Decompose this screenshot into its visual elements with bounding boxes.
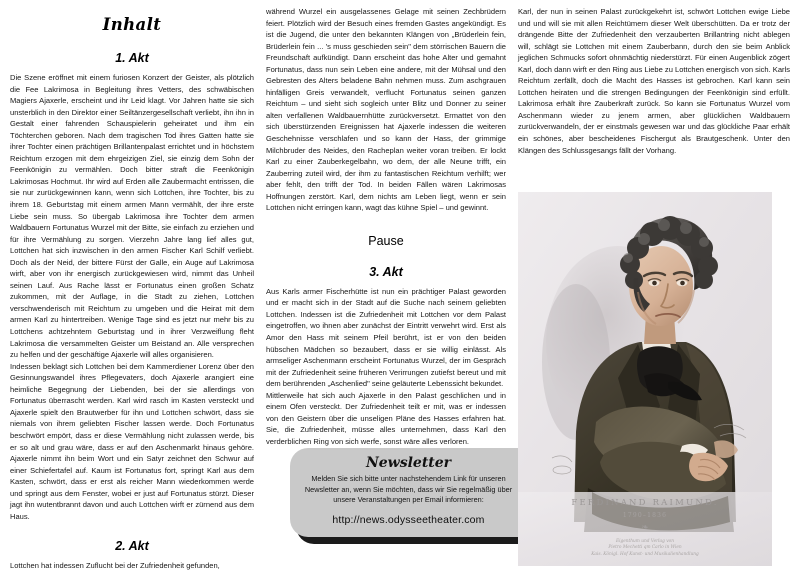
column-left <box>10 6 262 571</box>
page-title: Inhalt <box>102 15 162 34</box>
newsletter-callout <box>290 448 533 544</box>
act1-paragraph-2: Indessen beklagt sich Lottchen bei dem Kammerdiener Lorenz über den Gesinnungswandel ihres Pflegevaters, doch Ajaxerle arangiert eine heimliche Begegnung der Liebenden, bei der sie allerdings von Fortunatus überrascht werden. Karl wird rasch im Kasten versteckt und Ajaxerle spielt den Brautwerber für ihn und Lottchen schwört, dass sie niemals von ihrem geliebten Fischer lassen werde. Doch Fortunatus beschwört empört, dass er diese Vermählung nicht zulassen werde, bis er so alt und grau wäre, dass er auf den Aschenmarkt hinaus gehöre. Ajaxerle nimmt ihn beim Wort und ein Satyr zeichnet den Schwur auf einer Schiefertafel auf. Kaum ist Fortunatus fort, springt Karl aus dem Kasten, schwört, dass er erst als reicher Mann wiederkommen werde und springt aus dem Fenster, wobei er just auf Fortunatus stürzt. Dieser jagt ihn wutentbrannt davon und auch Lottchen wirft er zürnend aus dem Haus. <box>10 361 254 521</box>
portrait-ferdinand-raimund <box>518 192 772 566</box>
heading-act-3: 3. Akt <box>369 264 403 279</box>
act3-paragraph-1: Aus Karls armer Fischerhütte ist nun ein prächtiger Palast geworden und er macht sich in der Stadt auf die Suche nach seinem geliebten Lottchen. Indessen ist die Zufriedenheit mit Lottchen vor dem Palast eingetroffen, wo ihnen aber zunächst der Eintritt verwehrt wird. Erst als Amor den Hass mit seinem Pfeil berührt, ist er von den beiden hübschen Mädchen so bezaubert, dass er sie willig einlässt. Als armseliger Aschenmann erscheint Fortunatus Wurzel, der im Gespräch mit der Zufriedenheit seine früheren Verirrungen zutiefst bereut und mit dem berührenden „Aschenlied" seine geläuterte Lebenssicht bekundet. <box>266 286 506 389</box>
portrait-dates: 1790–1836 <box>622 512 668 519</box>
column-middle <box>262 6 514 560</box>
imperial-crest-icon: ❧ <box>641 522 649 532</box>
newsletter-title: Newsletter <box>365 455 452 471</box>
heading-act-1: 1. Akt <box>115 51 149 65</box>
act2-continuation: während Wurzel ein ausgelassenes Gelage mit seinen Zechbrüdern feiert. Plötzlich wird der Besuch eines fremden Gastes angekündigt. Es ist die Jugend, die unter den bekannten Klängen von „Brüderlein fein, Brüderlein fein ... 's muss geschieden sein" dem störrischen Bauern die Freundschaft aufkündigt. Dann erscheint das hohe Alter und gemahnt Fortunatus, dass nun sein Leben eine andere, mit der Mühsal und den Gebresten des Alters beladene Bahn nehmen muss. Zum aschgrauen hinfälligen Greis verwandelt, verflucht Fortunatus seinen ganzen Reichtum – und sieht sich sogleich unter Blitz und Donner zu seiner alten verfallenen Waldbauernhütte zurückversetzt. Ermattet von den sich überstürzenden Ereignissen hat Ajaxerle indessen die weiteren Geschehnisse verschlafen und so kann der Hass, der grimmige Milchbruder des Neides, den Racheplan weiter voran treiben. Er lockt Karl zu einer Zauberkegelbahn, wo dem, der alle Neune trifft, ein Zauberring zuteil wird, der ihm zu fantastischen Reichtum verhilft; wer aber fehlt, den trifft der Tod. In beiden Fällen wären Lakrimosas Hoffnungen zerstört. Karl, dem nichts am Leben liegt, wenn er sein Lottchen nicht erringen kann, wagt das kühne Spiel – und gewinnt. <box>266 7 506 213</box>
portrait-imprint: Eigenthum und Verlag von Pietro Mechetti qm Carlo in Wien Kais. Königl. Hof Kunst- und Musikalienhandlung <box>591 538 699 557</box>
newsletter-box <box>290 448 527 537</box>
heading-act-2: 2. Akt <box>115 539 149 554</box>
heading-pause: Pause <box>368 233 404 248</box>
act3-paragraph-2: Mittlerweile hat sich auch Ajaxerle in den Palast geschlichen und in einem Ofen versteckt. Der Zufriedenheit teilt er mit, was er indessen von den Geistern über die unseligen Pläne des Hasses erfahren hat. Sie, die Zufriedenheit, müsse alles unternehmen, dass Karl den verderblichen Ring von sich werfe, sonst wäre alles verloren. <box>266 390 506 446</box>
act2-paragraph-1: Lottchen hat indessen Zuflucht bei der Zufriedenheit gefunden, <box>10 561 220 571</box>
newsletter-description: Melden Sie sich bitte unter nachstehendem Link für unseren Newsletter an, wenn Sie möchten, dass wir Sie regelmäßig über unsere Veranstaltungen per Email informieren: <box>304 474 513 505</box>
act1-paragraph-1: Die Szene eröffnet mit einem furiosen Konzert der Geister, als plötzlich die Fee Lakrimosa in Begleitung ihres Vetters, des schwäbischen Magiers Ajaxerle, erscheint und ihr Leid klagt. Vor Jahren hatte sie sich unsterblich in den Direktor einer Seiltänzergesellschaft verliebt, ihn ihn in Gestalt einer fahrenden Schauspielerin geheiratet und ihm ein Töchterchen geboren. Nach dem tragischen Tod ihres Gatten hatte sie ihrer Tochter einen prächtigen Brillantenpalast errichtet und in höchstem Reichtum erzogen mit dem ehrgeizigen Ziel, sie einzig dem Sohn der Feenkönigin zu vermählen. Doch bitter straft die Feenkönigin Lakrimosas Hochmut. Ihr wird auf Erden alle Zaubermacht entrissen, die sie nur zurückgewinnen kann, wenn sich Lottchen, ihre Tochter, bis zu ihrem 18. Geburtstag mit einem armen Mann vermählt, der ihre erste Liebe sein muss. So übergab Lakrimosa ihre Tochter dem armen Waldbauern Fortunatus Wurzel mit der Bitte, sie einfach zu erziehen und für ihre Vermählung zu sorgen. Vierzehn Jahre lang lief alles gut, Lottchen hat sich inzwischen in den armen Fischer Karl Schilf verliebt. Doch als der Neid, der bittere Fürst der Galle, ein Auge auf Lakrimosa wirft, aber von ihr energisch zurückgewiesen wird, nimmt das Unheil seinen Lauf. Aus Rache lässt er Fortunatus einen großen Schatz zukommen, mit der Auflage, in die Stadt zu ziehen, Lottchen verschwenderisch mit Reichtum zu umgeben und die Heirat mit dem armen Karl zu hintertreiben. Wenige Tage sind es jetzt nur mehr bis zu Lottchens achtzehntem Geburtstag und in ihrer Verzweiflung fleht Lakrimosa die versammelten Geister um Beistand an. Alle versprechen zu helfen und der geschäftige Ajaxerle will alles organisieren. <box>10 73 254 360</box>
column-right <box>514 6 790 560</box>
portrait-caption: FERDINAND RAIMUND. <box>571 498 719 508</box>
act3-paragraph-3: Karl, der nun in seinen Palast zurückgekehrt ist, schwört Lottchen ewige Liebe und und will sie mit allen Reichtümern dieser Welt überschütten. Da er trotz der drängende Bitte der Zufriedenheit den verzauberten Brillantring nicht ablegen will, schlägt sie Lottchen mit einem Zauberbann, durch den sie beim Anblick jeglichen Schmucks sofort ohnmächtig niederstürzt. Für einen Augenblick zögert Karl, doch dann wirft er den Ring aus Liebe zu Lottchen energisch von sich. Karls Reichtum zerfällt, doch die Macht des Hasses ist gebrochen. Karl kann sein Lottchen heiraten und die strengen Bedingungen der Feenkönigin sind erfüllt. Lakrimosa erhält ihre Zauberkraft zurück. So kann sie Fortunatus Wurzel vom Aschenmann wieder zu jenem armen, aber glücklichen Waldbauern zurückverwandeln, der er einstmals gewesen war und das glückliche Paar erhält ein schönes, aber bescheidenes Fischergut als Brautgeschenk. Unter den Klängen des Schlussgesangs fällt der Vorhang. <box>518 7 790 155</box>
portrait-illustration <box>518 192 772 566</box>
newsletter-url-link[interactable]: http://news.odysseetheater.com <box>332 513 485 526</box>
